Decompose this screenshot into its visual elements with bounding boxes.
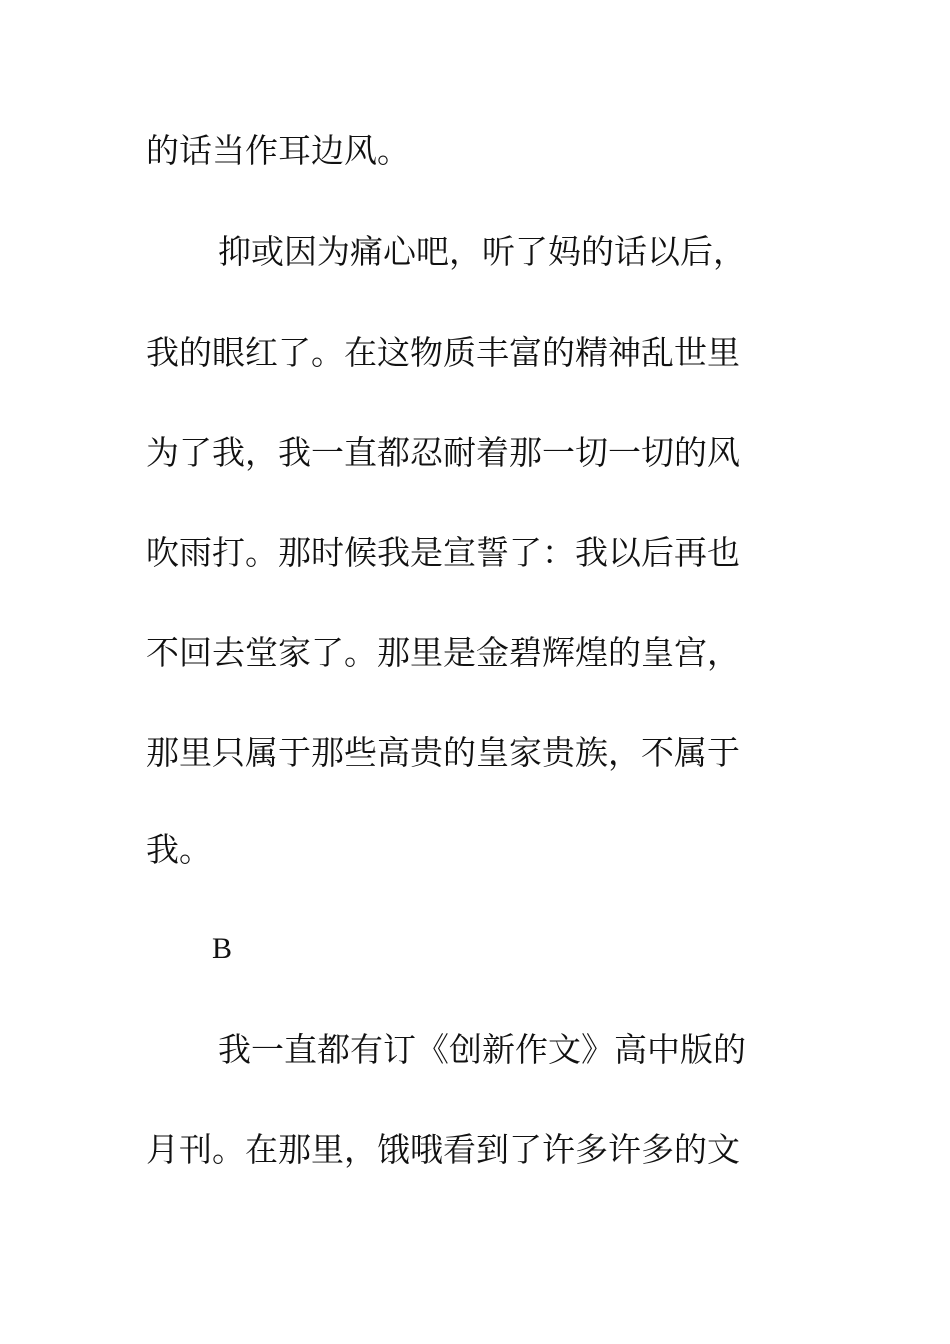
paragraph-start-line: 抑或因为痛心吧，听了妈的话以后， xyxy=(218,232,746,271)
section-marker: B xyxy=(212,932,233,965)
text-line: 月刊。在那里，饿哦看到了许多许多的文 xyxy=(146,1130,740,1169)
text-line: 吹雨打。那时候我是宣誓了：我以后再也 xyxy=(146,533,740,572)
text-line: 不回去堂家了。那里是金碧辉煌的皇宫， xyxy=(146,633,740,672)
text-line: 的话当作耳边风。 xyxy=(146,131,410,170)
paragraph-start-line: 我一直都有订《创新作文》高中版的 xyxy=(218,1030,746,1069)
text-line: 那里只属于那些高贵的皇家贵族，不属于 xyxy=(146,733,740,772)
text-line: 我。 xyxy=(146,830,212,869)
text-line: 我的眼红了。在这物质丰富的精神乱世里 xyxy=(146,333,740,372)
text-line: 为了我，我一直都忍耐着那一切一切的风 xyxy=(146,433,740,472)
